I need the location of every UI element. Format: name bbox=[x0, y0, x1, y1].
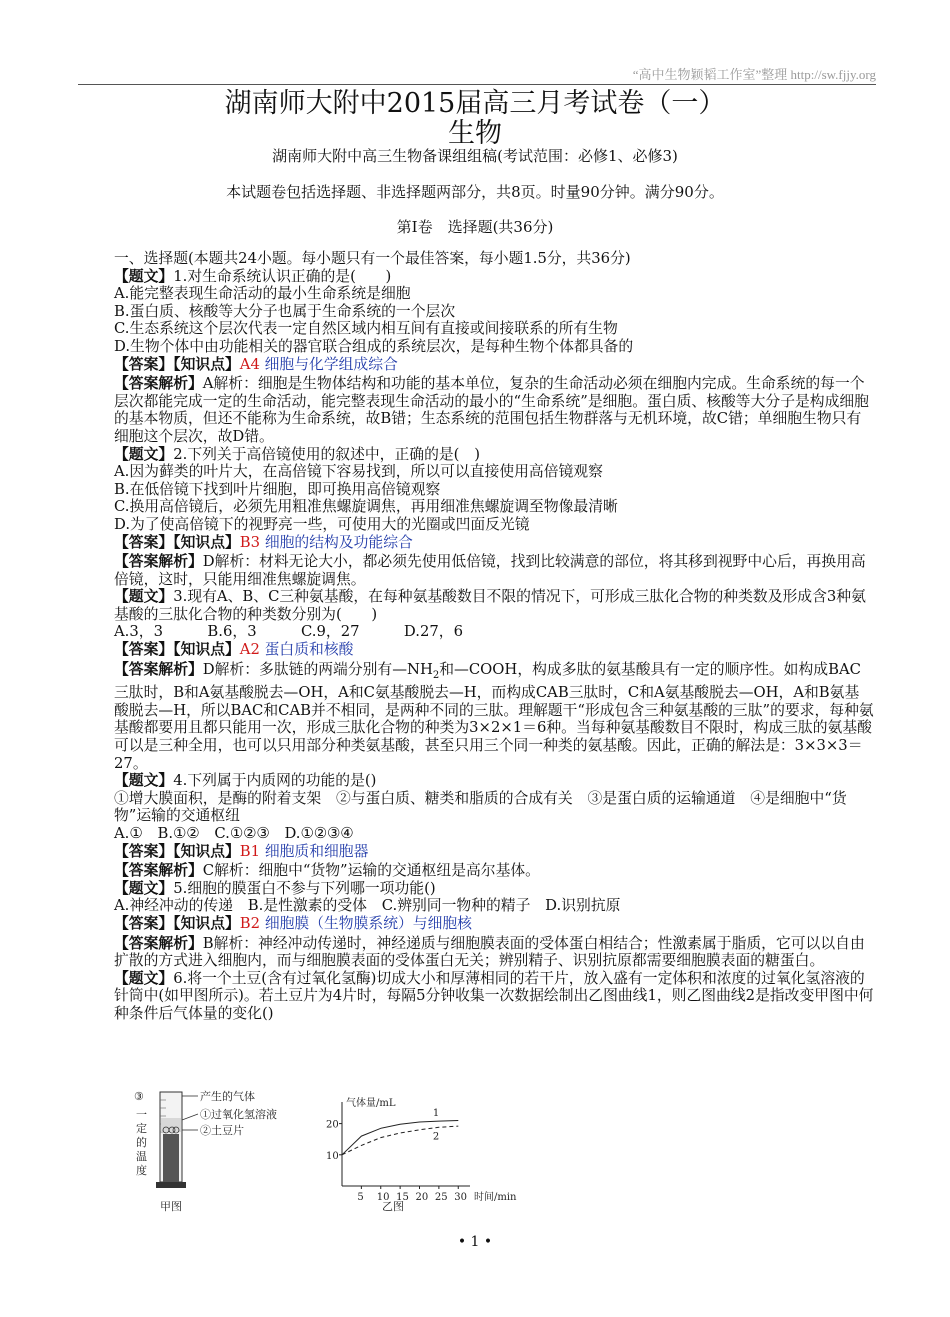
options-line: A.3，3 B.6，3 C.9，27 D.27，6 bbox=[114, 623, 464, 641]
analysis-label: 【答案解析】 bbox=[114, 934, 203, 952]
gas-volume-chart bbox=[326, 1096, 517, 1213]
answer-label: 【答案】 bbox=[114, 533, 174, 551]
answer-label: 【答案】 bbox=[114, 842, 174, 860]
question-stem: 4.下列属于内质网的功能的是() bbox=[173, 772, 377, 790]
side-label: 一 bbox=[136, 1108, 147, 1121]
analysis-text: 和—COOH，构成多肽的氨基酸具有一定的顺序性。如构成BAC三肽时，B和A氨基酸脱去—OH，A和C氨基酸脱去—H，而构成CAB三肽时，C和A氨基酸脱去—OH，A和B氨基酸脱去—H，所以BAC和CAB并不相同，是两种不同的三肽。理解题干“形成包含三种氨基酸的三肽”的要求，每种氨基酸都要用且都只能用一次，形成三肽化合物的种类为3×2×1＝6种。当每种氨基酸数目不限时，构成三肽的氨基酸可以是三种全用，也可以只用部分种类氨基酸，甚至只用三个同一种类的氨基酸。因此，正确的解法是：3×3×3＝27。 bbox=[114, 660, 874, 772]
side-label: 定 bbox=[136, 1122, 147, 1135]
question-stem: 5.细胞的膜蛋白不参与下列哪一项功能() bbox=[173, 879, 436, 897]
series-label-1: 1 bbox=[432, 1108, 440, 1120]
analysis-text: D解析：材料无论大小，都必须先使用低倍镜，找到比较满意的部位，将其移到视野中心后，再换用高倍镜，这时，只能用细准焦螺旋调焦。 bbox=[114, 553, 866, 588]
analysis-text: C解析：细胞中“货物”运输的交通枢纽是高尔基体。 bbox=[202, 862, 540, 880]
y-tick-label: 20 bbox=[326, 1119, 339, 1131]
knowledge-label: 【知识点】 bbox=[173, 914, 240, 932]
analysis-text: A解析：细胞是生物体结构和功能的基本单位，复杂的生命活动必须在细胞内完成。生命系统的每一个层次都能完成一定的生命活动，能完整表现生命活动的最小的“生命系统”是细胞。蛋白质、核酸等大分子是构成细胞的基本物质，但还不能称为生命系统，故B错；生态系统的范围包括生物群落与无机环境，故C错；单细胞生物只有细胞这个层次，故D错。 bbox=[114, 375, 869, 445]
peroxide-solution bbox=[161, 1118, 181, 1132]
question-stem: 2.下列关于高倍镜使用的叙述中，正确的是( ) bbox=[173, 445, 481, 463]
header-watermark: “高中生物颖韬工作室”整理 http://sw.fjjy.org bbox=[632, 67, 876, 82]
experiment-figure bbox=[130, 1088, 517, 1218]
x-tick-label: 20 bbox=[415, 1192, 429, 1203]
analysis-text: B解析：神经冲动传递时，神经递质与细胞膜表面的受体蛋白相结合；性激素属于脂质，它可以以自由扩散的方式进入细胞内，而与细胞膜表面的受体蛋白无关；辨别精子、识别抗原都需要细胞膜表面的糖蛋白。 bbox=[114, 934, 865, 970]
question-stem: 1.对生命系统认识正确的是( ) bbox=[173, 267, 392, 285]
volume-heading: 第Ⅰ卷 选择题(共36分) bbox=[396, 218, 554, 236]
x-tick-label: 30 bbox=[454, 1192, 467, 1203]
analysis-label: 【答案解析】 bbox=[114, 862, 203, 880]
knowledge-topic: 细胞膜（生物膜系统）与细胞核 bbox=[264, 914, 472, 932]
answer-line bbox=[80, 356, 874, 374]
analysis-paragraph bbox=[80, 553, 874, 588]
knowledge-label: 【知识点】 bbox=[173, 842, 240, 860]
syringe-plunger bbox=[163, 1134, 179, 1182]
side-label: 度 bbox=[136, 1164, 147, 1177]
options-line: A.神经冲动的传递 B.是性激素的受体 C.辨别同一物种的精子 D.识别抗原 bbox=[114, 897, 621, 915]
x-axis-label: 时间/min bbox=[474, 1192, 517, 1203]
option: D.生物个体中由功能相关的器官联合组成的系统层次，是每种生物个体都具备的 bbox=[114, 337, 634, 355]
answer-line bbox=[80, 915, 874, 933]
question-stem: 3.现有A、B、C三种氨基酸，在每种氨基酸数目不限的情况下，可形成三肽化合物的种类数及形成含3种氨基酸的三肽化合物的种类数分别为( ) bbox=[114, 588, 866, 623]
question-4 bbox=[80, 772, 874, 790]
question-label: 【题文】 bbox=[114, 267, 174, 285]
exam-title: 湖南师大附中2015届高三月考试卷（一） bbox=[224, 88, 726, 119]
question-5 bbox=[80, 880, 874, 898]
series-line-1 bbox=[342, 1121, 458, 1155]
y-axis-label: 气体量/mL bbox=[346, 1098, 396, 1109]
leader-line bbox=[182, 1114, 198, 1120]
analysis-paragraph bbox=[80, 862, 874, 880]
exam-description: 本试题卷包括选择题、非选择题两部分，共8页。时量90分钟。满分90分。 bbox=[226, 183, 724, 201]
answer-line bbox=[80, 843, 874, 861]
knowledge-topic: 细胞的结构及功能综合 bbox=[264, 533, 413, 551]
question-label: 【题文】 bbox=[114, 879, 174, 897]
question-6 bbox=[80, 970, 874, 1023]
knowledge-topic: 蛋白质和核酸 bbox=[264, 641, 354, 659]
exam-subject: 生物 bbox=[448, 118, 502, 149]
option: D.为了使高倍镜下的视野亮一些，可使用大的光圈或凹面反光镜 bbox=[114, 515, 530, 533]
answer-line bbox=[80, 534, 874, 552]
analysis-paragraph bbox=[80, 375, 874, 445]
series-line-2 bbox=[342, 1126, 458, 1155]
option: B.蛋白质、核酸等大分子也属于生命系统的一个层次 bbox=[114, 302, 456, 320]
gas-label: 产生的气体 bbox=[200, 1090, 255, 1103]
options-line: A.① B.①② C.①②③ D.①②③④ bbox=[114, 824, 354, 842]
knowledge-label: 【知识点】 bbox=[173, 533, 240, 551]
answer-line bbox=[80, 641, 874, 659]
question-label: 【题文】 bbox=[114, 588, 174, 606]
analysis-paragraph bbox=[80, 935, 874, 970]
question-label: 【题文】 bbox=[114, 969, 174, 987]
x-tick-label: 15 bbox=[396, 1192, 409, 1203]
y-tick-label: 10 bbox=[326, 1150, 339, 1162]
answer-label: 【答案】 bbox=[114, 641, 174, 659]
side-label: ③ bbox=[134, 1090, 144, 1103]
analysis-paragraph bbox=[80, 661, 874, 773]
exam-author: 湖南师大附中高三生物备课组组稿(考试范围：必修1、必修3) bbox=[272, 147, 678, 165]
solution-label: ①过氧化氢溶液 bbox=[200, 1108, 277, 1121]
analysis-label: 【答案解析】 bbox=[114, 660, 203, 678]
apparatus-diagram bbox=[134, 1089, 277, 1213]
potato-label: ②土豆片 bbox=[200, 1124, 244, 1137]
option: C.生态系统这个层次代表一定自然区域内相互间有直接或间接联系的所有生物 bbox=[114, 320, 618, 338]
analysis-label: 【答案解析】 bbox=[114, 553, 203, 571]
answer-label: 【答案】 bbox=[114, 914, 174, 932]
question-1 bbox=[80, 268, 874, 286]
series-label-2: 2 bbox=[432, 1131, 440, 1143]
option: A.因为藓类的叶片大，在高倍镜下容易找到，所以可以直接使用高倍镜观察 bbox=[114, 463, 603, 481]
knowledge-label: 【知识点】 bbox=[173, 641, 240, 659]
subscript: 2 bbox=[432, 669, 440, 681]
question-stem: 6.将一个土豆(含有过氧化氢酶)切成大小和厚薄相同的若干片，放入盛有一定体积和浓度的过氧化氢溶液的针筒中(如甲图所示)。若土豆片为4片时，每隔5分钟收集一次数据绘制出乙图曲线1，则乙图曲线2是指改变甲图中何种条件后气体量的变化() bbox=[114, 969, 874, 1022]
x-tick-label: 5 bbox=[357, 1192, 364, 1203]
knowledge-label: 【知识点】 bbox=[173, 355, 240, 373]
answer-label: 【答案】 bbox=[114, 355, 174, 373]
knowledge-topic: 细胞与化学组成综合 bbox=[264, 355, 398, 373]
question-items: ①增大膜面积，是酶的附着支架 ②与蛋白质、糖类和脂质的合成有关 ③是蛋白质的运输通道 ④是细胞中“货物”运输的交通枢纽 bbox=[114, 789, 847, 825]
analysis-label: 【答案解析】 bbox=[114, 375, 203, 393]
knowledge-code: A4 bbox=[239, 355, 260, 373]
option: A.能完整表现生命活动的最小生命系统是细胞 bbox=[114, 285, 411, 303]
option: C.换用高倍镜后，必须先用粗准焦螺旋调焦，再用细准焦螺旋调至物像最清晰 bbox=[114, 498, 618, 516]
question-label: 【题文】 bbox=[114, 445, 174, 463]
x-tick-label: 25 bbox=[434, 1192, 448, 1203]
option: B.在低倍镜下找到叶片细胞，即可换用高倍镜观察 bbox=[114, 480, 441, 498]
header-rule bbox=[78, 84, 876, 85]
question-2 bbox=[80, 446, 874, 464]
knowledge-code: B3 bbox=[239, 533, 261, 551]
analysis-text: D解析：多肽链的两端分别有—NH bbox=[202, 660, 433, 678]
plunger-base bbox=[156, 1182, 186, 1188]
knowledge-code: B2 bbox=[239, 914, 261, 932]
side-label: 的 bbox=[136, 1136, 147, 1149]
page-number: • 1 • bbox=[457, 1234, 493, 1250]
question-label: 【题文】 bbox=[114, 772, 174, 790]
figure-caption-yi: 乙图 bbox=[382, 1200, 404, 1213]
knowledge-code: A2 bbox=[239, 641, 260, 659]
figure-caption-jia: 甲图 bbox=[160, 1200, 182, 1213]
knowledge-topic: 细胞质和细胞器 bbox=[264, 842, 369, 860]
x-tick-label: 10 bbox=[376, 1192, 390, 1203]
side-label: 温 bbox=[136, 1150, 147, 1163]
exam-content bbox=[80, 250, 874, 1022]
question-3 bbox=[80, 588, 874, 623]
section-intro: 一、选择题(本题共24小题。每小题只有一个最佳答案，每小题1.5分，共36分) bbox=[114, 250, 631, 267]
knowledge-code: B1 bbox=[239, 842, 261, 860]
